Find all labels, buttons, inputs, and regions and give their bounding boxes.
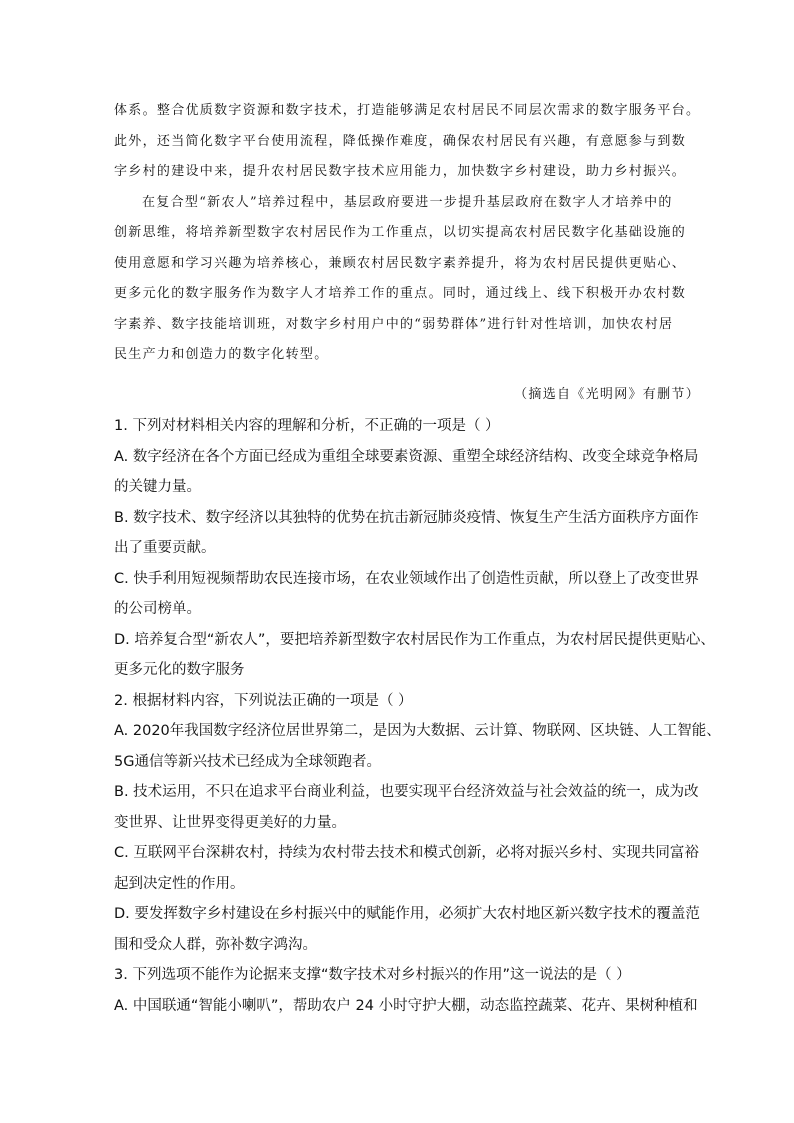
passage-line: 使用意愿和学习兴趣为培养核心，兼顾农村居民数字素养提升，将为农村居民提供更贴心、 xyxy=(114,255,687,271)
answer-option: C. 互联网平台深耕农村，持续为农村带去技术和模式创新，必将对振兴乡村、实现共同富裕 xyxy=(114,845,699,861)
passage-line: 民生产力和创造力的数字化转型。 xyxy=(114,347,329,362)
answer-option: D. 培养复合型“新农人”，要把培养新型数字农村居民作为工作重点，为农村居民提供更贴心、 xyxy=(114,631,715,648)
answer-option-continued: 出了重要贡献。 xyxy=(114,540,216,556)
passage-line: 在复合型“新农人”培养过程中，基层政府要进一步提升基层政府在数字人才培养中的 xyxy=(142,194,673,210)
passage-line: 创新思维，将培养新型数字农村居民作为工作重点，以切实提高农村居民数字化基础设施的 xyxy=(114,225,687,240)
answer-option-continued: 更多元化的数字服务 xyxy=(114,662,245,678)
question-section xyxy=(114,411,721,1021)
answer-option: B. 技术运用，不只在追求平台商业利益，也要实现平台经济效益与社会效益的统一，成为改 xyxy=(114,784,699,800)
answer-option: D. 要发挥数字乡村建设在乡村振兴中的赋能作用，必须扩大农村地区新兴数字技术的覆盖范 xyxy=(114,906,700,922)
passage-line: 字乡村的建设中来，提升农村居民数字技术应用能力，加快数字乡村建设，助力乡村振兴。 xyxy=(114,164,687,179)
answer-option-continued: 围和受众人群，弥补数字鸿沟。 xyxy=(114,936,317,953)
passage-line: 此外，还当简化数字平台使用流程，降低操作难度，确保农村居民有兴趣，有意愿参与到数 xyxy=(114,133,687,149)
passage-source: （摘选自《光明网》有删节） xyxy=(514,387,700,402)
reading-passage xyxy=(114,96,701,371)
answer-option-continued: 的公司榜单。 xyxy=(114,601,201,617)
answer-option: A. 数字经济在各个方面已经成为重组全球要素资源、重塑全球经济结构、改变全球竞争格局 xyxy=(114,448,699,465)
passage-line: 更多元化的数字服务作为数字人才培养工作的重点。同时，通过线上、线下积极开办农村数 xyxy=(114,286,687,301)
question-stem: 3. 下列选项不能作为论据来支撑“数字技术对乡村振兴的作用”这一说法的是（ ） xyxy=(114,967,631,983)
question-stem: 2. 根据材料内容，下列说法正确的一项是（ ） xyxy=(114,692,413,709)
passage-line: 体系。整合优质数字资源和数字技术，打造能够满足农村居民不同层次需求的数字服务平台。 xyxy=(114,103,701,118)
passage-line: 字素养、数字技能培训班，对数字乡村用户中的“弱势群体”进行针对性培训，加快农村居 xyxy=(114,316,674,332)
answer-option-continued: 起到决定性的作用。 xyxy=(114,875,245,892)
answer-option-continued: 的关键力量。 xyxy=(114,479,201,495)
answer-option: C. 快手利用短视频帮助农民连接市场，在农业领域作出了创造性贡献，所以登上了改变世界 xyxy=(114,570,699,587)
answer-option: A. 中国联通“智能小喇叭”，帮助农户 24 小时守护大棚，动态监控蔬菜、花卉、果树种植和 xyxy=(114,997,698,1014)
answer-option: A. 2020年我国数字经济位居世界第二，是因为大数据、云计算、物联网、区块链、人工智能、 xyxy=(114,723,721,739)
question-stem: 1. 下列对材料相关内容的理解和分析，不正确的一项是（ ） xyxy=(114,418,500,434)
answer-option: B. 数字技术、数字经济以其独特的优势在抗击新冠肺炎疫情、恢复生产生活方面秩序方面作 xyxy=(114,509,699,526)
answer-option-continued: 5G通信等新兴技术已经成为全球领跑者。 xyxy=(114,753,381,770)
answer-option-continued: 变世界、让世界变得更美好的力量。 xyxy=(114,814,346,831)
